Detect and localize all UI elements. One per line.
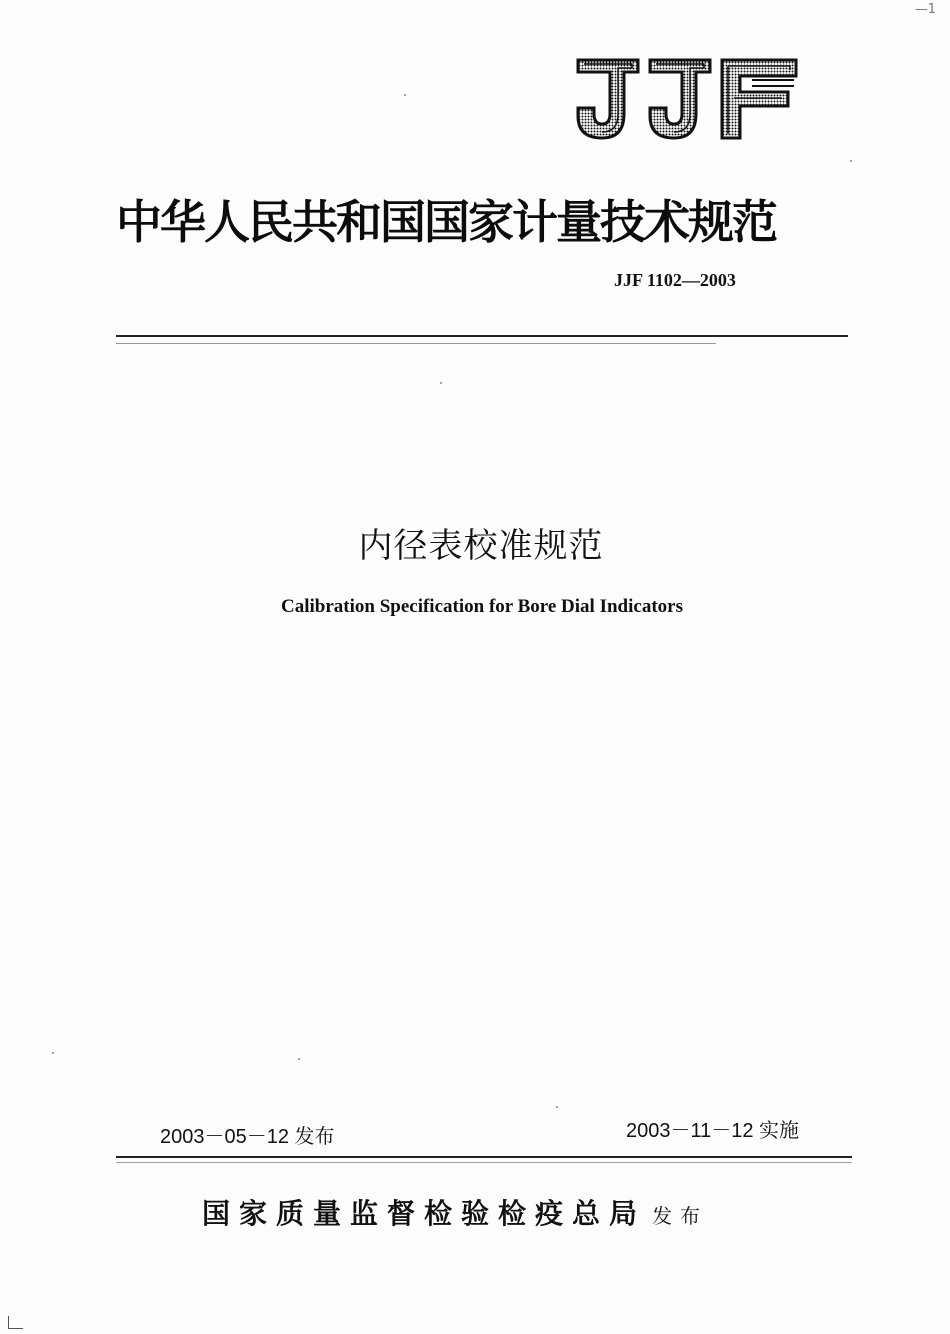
scan-speck [556, 1106, 558, 1108]
scan-speck [440, 382, 442, 384]
publisher-name: 国家质量监督检验检疫总局 [202, 1197, 647, 1230]
logo-letter-f [722, 60, 796, 138]
logo-letter-j1 [578, 60, 638, 138]
issue-date: 2003－05－12 发布 [160, 1126, 335, 1148]
issuing-category-title: 中华人民共和国国家计量技术规范 [116, 195, 776, 249]
publisher-suffix: 发布 [652, 1204, 709, 1228]
scan-speck [52, 1052, 54, 1054]
scan-speck [404, 94, 406, 96]
standard-number: JJF 1102—2003 [614, 270, 736, 290]
document-title-english: Calibration Specification for Bore Dial Indicators [281, 596, 683, 617]
logo-letter-j2 [650, 60, 710, 138]
jjf-logo [572, 52, 802, 144]
footer-divider-thin [116, 1162, 852, 1163]
document-title-chinese: 内径表校准规范 [358, 526, 604, 566]
jjf-logo-graphic [572, 52, 802, 144]
corner-mark: —1 [914, 2, 936, 17]
scan-speck [298, 1058, 300, 1060]
effective-date: 2003－11－12 实施 [626, 1120, 800, 1142]
header-divider-thin [116, 343, 716, 344]
corner-crop-mark [8, 1316, 23, 1329]
publisher-line [202, 1192, 708, 1232]
scan-speck [850, 160, 852, 162]
header-divider [116, 335, 848, 337]
footer-divider [116, 1156, 852, 1158]
